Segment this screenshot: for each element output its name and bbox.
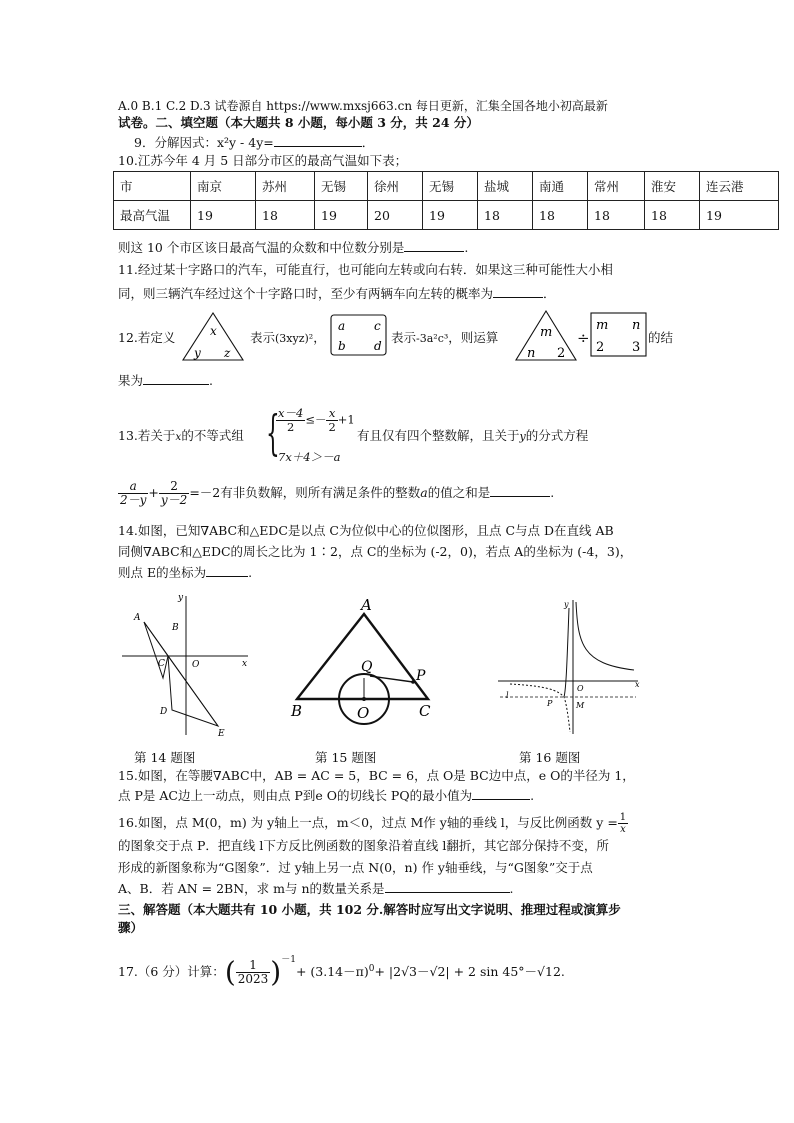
q12-division-sign: ÷: [577, 329, 590, 347]
q13-var-a: a: [420, 485, 428, 500]
table-cell-city: 无锡: [315, 172, 368, 201]
question-11-line-2: [118, 286, 556, 302]
fig14-label-y: y: [178, 593, 184, 603]
table-cell-city: 苏州: [256, 172, 315, 201]
fig16-label-p: P: [547, 699, 553, 708]
table-cell-city: 盐城: [478, 172, 533, 201]
q9-answer-blank[interactable]: [274, 146, 362, 147]
temperature-table: [113, 171, 779, 230]
q13-brace: {: [266, 405, 280, 461]
q15-answer-blank[interactable]: [472, 799, 530, 800]
fig14-label-o: O: [192, 660, 200, 670]
q12-triangle-2: [513, 308, 579, 362]
q12-tri2-top: m: [540, 325, 553, 340]
q9-tail: ．: [361, 135, 375, 150]
question-13-line-2: [118, 480, 554, 507]
q12-calc: ，则运算: [448, 330, 499, 345]
table-cell-temp: 19: [315, 201, 368, 230]
q13-after2: 的分式方程: [525, 428, 589, 443]
q11-answer-blank[interactable]: [493, 297, 543, 298]
figure-14: [118, 590, 258, 742]
question-15-line-2: [118, 788, 534, 804]
header-line-1: A.0 B.1 C.2 D.3 试卷源自 https://www.mxsj663.cn 每日更新，汇集全国各地小初高最新: [118, 99, 608, 113]
q14-tail: .: [248, 565, 253, 580]
q12-means-1: [250, 330, 326, 347]
fig14-label-c: C: [158, 659, 165, 669]
question-10-prompt: [118, 240, 468, 256]
table-cell-city: 南通: [533, 172, 588, 201]
q10-answer-blank[interactable]: [404, 251, 464, 252]
fig15-label-p: P: [416, 668, 426, 684]
q17-exp-1: －1: [281, 955, 296, 965]
q17-exp-2: 0: [368, 963, 375, 974]
q12-tail: .: [209, 373, 213, 388]
q16-line-1-text: 16.如图，点 M(0，m) 为 y轴上一点，m＜0，过点 M作 y轴的垂线 l，与反比例函数 y =: [118, 815, 618, 830]
q13-eq-plus: +: [148, 485, 159, 500]
table-header-temp: 最高气温: [114, 201, 191, 230]
fig15-label-c: C: [419, 702, 431, 720]
table-cell-city: 徐州: [368, 172, 423, 201]
table-row: [114, 201, 779, 230]
q16-answer-blank[interactable]: [385, 892, 510, 893]
table-row: [114, 172, 779, 201]
q17-frac-den: 2023: [237, 972, 269, 986]
fig16-curve-q3: [510, 684, 570, 732]
section-3-heading-line-2: 骤）: [118, 920, 144, 935]
q12-box1-b: b: [338, 339, 346, 353]
fig16-curve-folded: [564, 608, 569, 697]
table-cell-temp: 19: [423, 201, 478, 230]
fig14-label-e: E: [218, 729, 225, 739]
table-cell-city: 淮安: [645, 172, 700, 201]
q11-line-2-text: 同，则三辆汽车经过这个十字路口时，至少有两辆车向左转的概率为: [118, 286, 494, 301]
fig14-label-a: A: [134, 613, 141, 623]
q12-tri1-right: z: [224, 346, 231, 360]
fig15-point-p: [411, 680, 415, 684]
q13-var-x: x: [175, 431, 182, 443]
q12-box-2: [590, 312, 648, 358]
table-header-city: 市: [114, 172, 191, 201]
table-cell-city: 无锡: [423, 172, 478, 201]
q16-tail: .: [509, 881, 514, 896]
fig15-label-a: A: [361, 596, 372, 614]
q10-question: 则这 10 个市区该日最高气温的众数和中位数分别是: [118, 240, 405, 255]
question-16-line-3: 形成的新图象称为“G图象”．过 y轴上另一点 N(0，n) 作 y轴垂线，与“G图象”交于点: [118, 860, 593, 875]
table-cell-temp: 18: [256, 201, 315, 230]
fig15-tangent-pq: [370, 676, 413, 682]
table-cell-temp: 19: [191, 201, 256, 230]
q12-suffix: 的结: [648, 330, 674, 345]
q12-tri1-top: x: [210, 324, 217, 338]
q11-tail: ．: [543, 286, 556, 301]
question-16-line-1: [118, 812, 628, 835]
q13-ineq1-tail: +1: [337, 412, 355, 427]
q13-eq-num2: 2: [159, 480, 189, 494]
q17-paren-close: ): [270, 955, 282, 989]
fig16-label-x: x: [635, 680, 640, 689]
q14-line-3-text: 则点 E的坐标为: [118, 565, 207, 580]
question-12-line-2: [118, 373, 213, 389]
q13-var-y: y: [519, 430, 526, 443]
question-10: 10.江苏今年 4 月 5 日部分市区的最高气温如下表；: [118, 153, 408, 168]
caption-fig-16: 第 16 题图: [519, 750, 581, 765]
fig16-label-l: l: [506, 691, 509, 700]
fig15-label-q: Q: [361, 659, 373, 675]
q12-box-1: [330, 314, 388, 356]
q13-prefix: 13.若关于: [118, 428, 176, 443]
q17-prefix: 17.（6 分）计算：: [118, 964, 225, 979]
fig16-label-o: O: [577, 684, 584, 693]
q13-ineq1-num2: x: [326, 407, 337, 421]
question-14-line-1: 14.如图，已知∇ABC和△EDC是以点 C为位似中心的位似图形，且点 C与点 D在直线 AB: [118, 523, 614, 538]
q12-box2-c: n: [632, 318, 641, 333]
q16-line-4-text: A、B．若 AN = 2BN，求 m与 n的数量关系是: [118, 881, 385, 896]
fig14-label-d: D: [160, 707, 168, 717]
question-12-prefix: 12.若定义: [118, 330, 176, 345]
q12-box2-b: 2: [596, 340, 605, 355]
q13-ineq1-den: 2: [286, 420, 295, 434]
fig15-label-o: O: [357, 704, 370, 722]
caption-fig-15: 第 15 题图: [315, 750, 377, 765]
q13-eq-den1: 2－y: [120, 493, 147, 507]
question-16-line-2: 的图象交于点 P．把直线 l下方反比例函数的图象沿着直线 l翻折，其它部分保持不变，所: [118, 838, 609, 853]
table-cell-temp: 18: [533, 201, 588, 230]
figure-16: [496, 594, 646, 744]
table-cell-temp: 18: [645, 201, 700, 230]
fig14-label-b: B: [172, 623, 179, 633]
question-14-line-3: [118, 565, 252, 581]
fig16-label-y: y: [564, 600, 569, 609]
q16-frac-den: x: [620, 824, 626, 835]
q12-box1-c: c: [374, 319, 381, 333]
q15-line-2-text: 点 P是 AC边上一动点，则由点 P到e O的切线长 PQ的最小值为: [118, 788, 473, 803]
table-cell-temp: 20: [368, 201, 423, 230]
q13-ineq1-den2: 2: [328, 420, 336, 434]
q17-tail: .: [560, 964, 565, 979]
figure-15: [285, 596, 445, 726]
q13-line-2-tail: 的值之和是: [427, 485, 491, 500]
section-2-heading: 试卷。二、填空题（本大题共 8 小题，每小题 3 分，共 24 分）: [118, 115, 479, 130]
q17-paren-open: (: [224, 955, 236, 989]
q12-box1-a: a: [338, 319, 346, 333]
q12-comma: ，: [313, 330, 326, 345]
question-11-line-1: 11.经过某十字路口的汽车，可能直行，也可能向左转或向右转．如果这三种可能性大小相: [118, 262, 613, 277]
q12-box2-a: m: [596, 318, 609, 333]
q13-answer-blank[interactable]: [490, 496, 550, 497]
question-13-line-1: [118, 428, 244, 445]
q12-means-2-label: 表示: [391, 330, 417, 345]
fig16-curve-q1: [576, 602, 634, 670]
q12-tri2-left: n: [527, 346, 536, 361]
q13-mid: 的不等式组: [181, 428, 244, 443]
q13-tail: .: [550, 485, 555, 500]
q13-ineq1-rel: ≤－: [305, 412, 327, 427]
fig15-triangle-abc: [297, 614, 428, 699]
q12-expr-2: -3a²c³: [416, 332, 449, 345]
question-9: [134, 135, 374, 151]
q12-expr-1: (3xyz)²: [275, 332, 314, 345]
q12-triangle-1: [180, 310, 246, 362]
q12-tri1-left: y: [194, 346, 201, 360]
fig15-label-b: B: [291, 702, 303, 720]
q12-line-2-text: 果为: [118, 373, 144, 388]
fig16-label-m: M: [576, 701, 585, 710]
q12-tri2-right: 2: [557, 346, 566, 361]
q13-inequality-system: [266, 405, 361, 467]
question-16-line-4: [118, 881, 513, 897]
question-14-line-2: 同侧∇ABC和△EDC的周长之比为 1∶2，点 C的坐标为 (-2，0)，若点 A的坐标为 (-4，3)，: [118, 544, 633, 559]
table-cell-city: 常州: [588, 172, 645, 201]
q13-after: 有且仅有四个整数解，且关于: [357, 428, 520, 443]
fig14-segment-ae: [144, 622, 218, 726]
q13-eq-num1: a: [118, 480, 148, 494]
q13-ineq-2: 7x＋4＞－a: [278, 450, 341, 464]
q10-tail: .: [464, 240, 469, 255]
q15-tail: .: [530, 788, 535, 803]
table-cell-temp: 18: [478, 201, 533, 230]
q13-eq-rhs: =－2: [189, 485, 221, 500]
q12-box2-d: 3: [632, 340, 641, 355]
table-cell-city: 连云港: [700, 172, 779, 201]
q13-ineq-1: [276, 407, 355, 434]
q17-term-2: + (3.14－π): [295, 964, 369, 979]
q12-answer-blank[interactable]: [143, 384, 209, 385]
q12-means-1-label: 表示: [250, 330, 276, 345]
question-15-line-1: 15.如图，在等腰∇ABC中，AB = AC = 5，BC = 6，点 O是 BC边中点，e O的半径为 1，: [118, 768, 635, 783]
q12-means-2: [391, 330, 498, 347]
question-13-line-1b: [357, 428, 588, 445]
table-cell-temp: 18: [588, 201, 645, 230]
q13-line-2-text: 有非负数解，则所有满足条件的整数: [220, 485, 421, 500]
q13-eq-den2: y－2: [160, 493, 188, 507]
q14-answer-blank[interactable]: [206, 576, 248, 577]
q17-term-3: + |2√3－√2| + 2 sin 45°－√12: [374, 964, 561, 979]
section-3-heading-line-1: 三、解答题（本大题共有 10 小题，共 102 分.解答时应写出文字说明、推理过程或演算步: [118, 902, 621, 917]
fig14-label-x: x: [242, 659, 248, 669]
q16-frac-num: 1: [619, 812, 627, 823]
table-cell-city: 南京: [191, 172, 256, 201]
q12-box1-d: d: [374, 339, 382, 353]
q13-ineq1-num: x－4: [278, 406, 304, 420]
q9-text: 9．分解因式：x²y - 4y=: [134, 135, 274, 150]
table-cell-temp: 19: [700, 201, 779, 230]
caption-fig-14: 第 14 题图: [134, 750, 196, 765]
q17-frac-num: 1: [236, 959, 271, 973]
question-17: [118, 948, 565, 989]
